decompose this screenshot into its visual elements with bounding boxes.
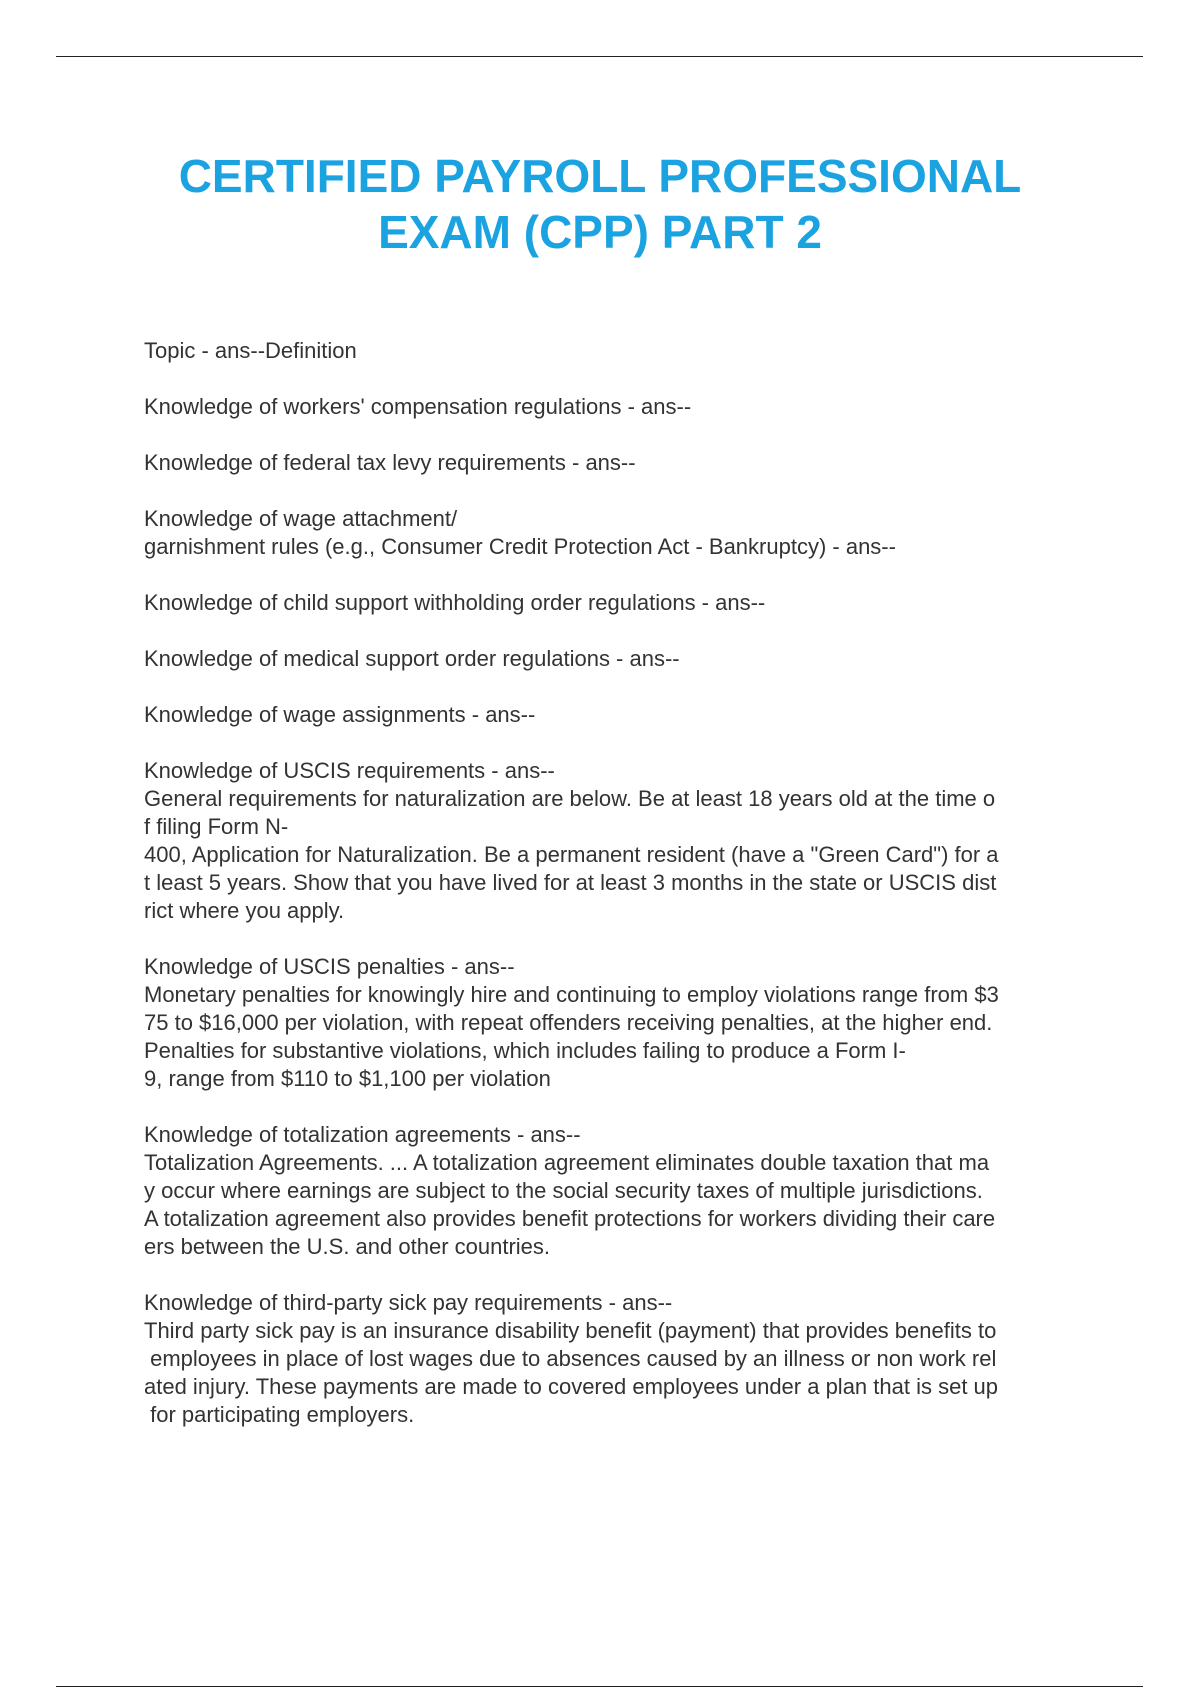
entry-question: Topic - ans--Definition xyxy=(144,338,357,363)
entry-answer-line: rict where you apply. xyxy=(144,898,345,923)
entry-question: Knowledge of federal tax levy requirements - ans-- xyxy=(144,450,636,475)
document-body xyxy=(144,337,1094,1457)
entry-answer-line: A totalization agreement also provides benefit protections for workers dividing their care xyxy=(144,1206,996,1231)
qa-entry xyxy=(144,757,1094,925)
entry-answer-line: 9, range from $110 to $1,100 per violation xyxy=(144,1066,551,1091)
entry-answer-line: garnishment rules (e.g., Consumer Credit Protection Act - Bankruptcy) - ans-- xyxy=(144,534,896,559)
qa-entry xyxy=(144,393,1094,421)
qa-entry xyxy=(144,505,1094,561)
entry-answer-line: Totalization Agreements. ... A totalization agreement eliminates double taxation that ma xyxy=(144,1150,990,1175)
entry-question: Knowledge of wage attachment/ xyxy=(144,506,458,531)
entry-answer-line: y occur where earnings are subject to the social security taxes of multiple jurisdictions. xyxy=(144,1178,983,1203)
entry-answer-line: Penalties for substantive violations, which includes failing to produce a Form I- xyxy=(144,1038,906,1063)
entry-question: Knowledge of totalization agreements - ans-- xyxy=(144,1122,581,1147)
entry-answer-line: Monetary penalties for knowingly hire and continuing to employ violations range from $3 xyxy=(144,982,999,1007)
document-title xyxy=(100,148,1100,260)
entry-answer-line: for participating employers. xyxy=(144,1402,415,1427)
top-rule xyxy=(56,56,1143,57)
entry-answer-line: ated injury. These payments are made to covered employees under a plan that is set up xyxy=(144,1374,999,1399)
entry-question: Knowledge of third-party sick pay requirements - ans-- xyxy=(144,1290,673,1315)
entry-answer-line: Third party sick pay is an insurance disability benefit (payment) that provides benefits to xyxy=(144,1318,997,1343)
qa-entry xyxy=(144,953,1094,1093)
entry-question: Knowledge of wage assignments - ans-- xyxy=(144,702,536,727)
entry-answer-line: 75 to $16,000 per violation, with repeat offenders receiving penalties, at the higher end. xyxy=(144,1010,993,1035)
entry-question: Knowledge of USCIS requirements - ans-- xyxy=(144,758,555,783)
qa-entry xyxy=(144,337,1094,365)
qa-entry xyxy=(144,589,1094,617)
qa-entry xyxy=(144,701,1094,729)
qa-entry xyxy=(144,1121,1094,1261)
qa-entry xyxy=(144,449,1094,477)
entry-question: Knowledge of workers' compensation regulations - ans-- xyxy=(144,394,692,419)
entry-question: Knowledge of child support withholding order regulations - ans-- xyxy=(144,590,766,615)
entry-question: Knowledge of USCIS penalties - ans-- xyxy=(144,954,515,979)
entry-answer-line: ers between the U.S. and other countries. xyxy=(144,1234,551,1259)
entry-question: Knowledge of medical support order regulations - ans-- xyxy=(144,646,680,671)
entry-answer-line: 400, Application for Naturalization. Be a permanent resident (have a "Green Card") for a xyxy=(144,842,999,867)
title-line: EXAM (CPP) PART 2 xyxy=(378,206,822,258)
entry-answer-line: General requirements for naturalization are below. Be at least 18 years old at the time o xyxy=(144,786,996,811)
qa-entry xyxy=(144,645,1094,673)
entry-answer-line: t least 5 years. Show that you have lived for at least 3 months in the state or USCIS dist xyxy=(144,870,997,895)
qa-entry xyxy=(144,1289,1094,1429)
bottom-rule xyxy=(56,1686,1143,1687)
title-line: CERTIFIED PAYROLL PROFESSIONAL xyxy=(178,150,1022,202)
entry-answer-line: f filing Form N- xyxy=(144,814,289,839)
entry-answer-line: employees in place of lost wages due to absences caused by an illness or non work rel xyxy=(144,1346,997,1371)
